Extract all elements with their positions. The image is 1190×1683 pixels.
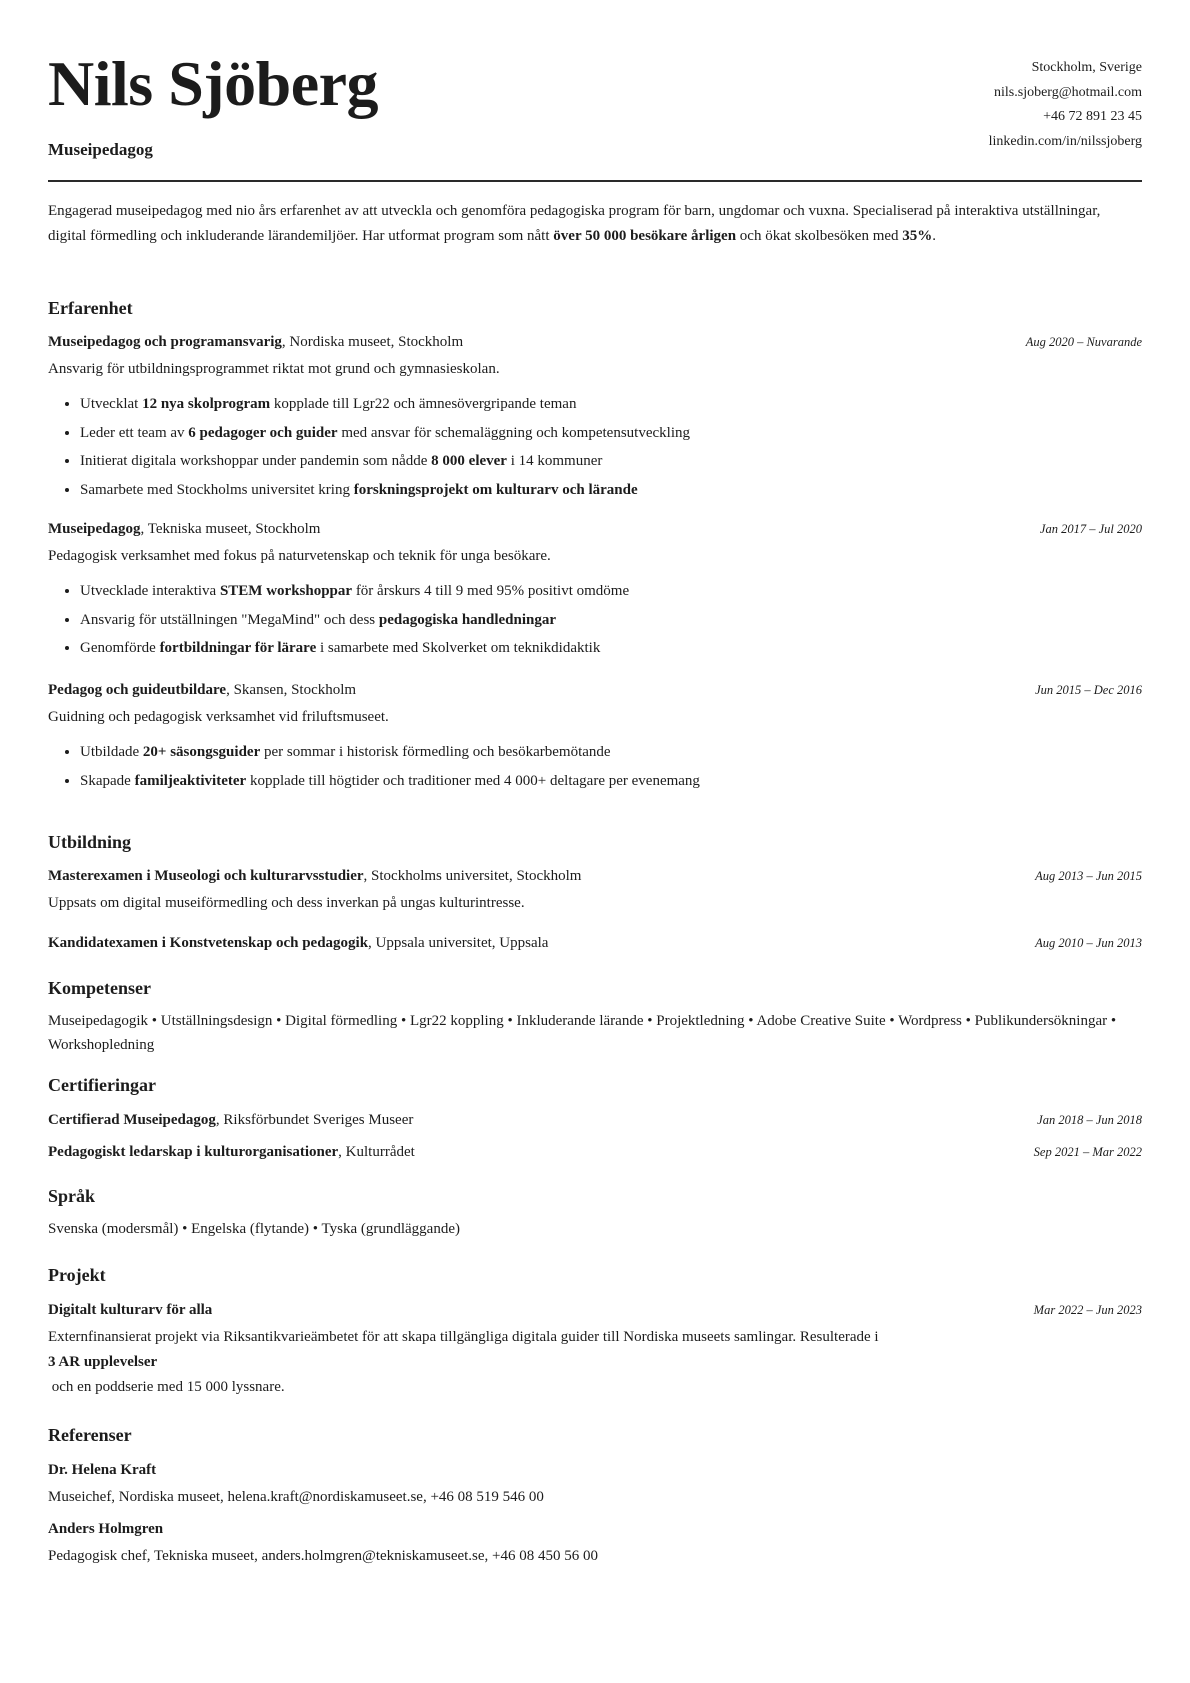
job-bullets xyxy=(48,577,1142,663)
job-header xyxy=(48,330,1142,355)
certification-name: Pedagogiskt ledarskap i kulturorganisationer xyxy=(48,1144,339,1160)
certifications-section xyxy=(48,1075,1142,1096)
project-description-cont: och en poddserie med 15 000 lyssnare. xyxy=(48,1379,285,1395)
summary-text: och ökat skolbesöken med xyxy=(736,228,903,244)
bullet-item: • Initierat digitala workshoppar under pandemin som nådde 8 000 elever i 14 kommuner xyxy=(80,447,1142,476)
reference-name: Dr. Helena Kraft xyxy=(48,1462,157,1478)
job-description: Ansvarig för utbildningsprogrammet riktat mot grund och gymnasieskolan. xyxy=(48,361,500,377)
certification-date: Jan 2018 – Jun 2018 xyxy=(1037,1113,1142,1127)
job-org: , Nordiska museet, Stockholm xyxy=(281,334,464,350)
certification-issuer: , Kulturrådet xyxy=(338,1144,415,1160)
summary-highlight: 35% xyxy=(902,228,933,244)
section-title-education: Utbildning xyxy=(48,832,132,852)
experience-section xyxy=(48,298,1142,319)
bullet-item: • Utbildade 20+ säsongsguider per sommar i historisk förmedling och besökarbemötande xyxy=(80,738,1142,767)
certification-entry xyxy=(48,1108,1142,1133)
skills-section xyxy=(48,978,1142,1057)
summary-text: . xyxy=(932,228,937,244)
bullet-item: • Utvecklade interaktiva STEM workshoppar för årskurs 4 till 9 med 95% positivt omdöme xyxy=(80,577,1142,606)
summary xyxy=(48,199,1142,249)
certification-date: Sep 2021 – Mar 2022 xyxy=(1033,1145,1142,1159)
education-entry xyxy=(48,864,1142,916)
languages-list: Svenska (modersmål) • Engelska (flytande) • Tyska (grundläggande) xyxy=(48,1221,460,1237)
bullet-item: • Genomförde fortbildningar för lärare i samarbete med Skolverket om teknikdidaktik xyxy=(80,634,1142,663)
bullet-item: • Ansvarig för utställningen "MegaMind" och dess pedagogiska handledningar xyxy=(80,606,1142,635)
bullet-item: • Skapade familjeaktiviteter kopplade till högtider och traditioner med 4 000+ deltagare per evenemang xyxy=(80,767,1142,796)
education-header xyxy=(48,864,1142,889)
reference-entry xyxy=(48,1517,1142,1569)
section-title-certifications: Certifieringar xyxy=(48,1075,156,1095)
job-entry xyxy=(48,517,1142,663)
summary-text: Engagerad museipedagog med nio års erfarenhet av att utveckla och genomföra pedagogiska program för barn, ungdomar och vuxna. Specialiserad på interaktiva utställningar, digital förmedling och inkluderande lärandemiljöer. Har utformat program som nått xyxy=(48,203,1101,244)
job-bullets xyxy=(48,390,1142,504)
skills-list: Museipedagogik • Utställningsdesign • Digital förmedling • Lgr22 koppling • Inkluderande lärande • Projektledning • Adobe Creative Suite • Wordpress • Publikundersökningar • Workshopledning xyxy=(48,1013,1117,1053)
job-date: Aug 2020 – Nuvarande xyxy=(1025,335,1142,349)
section-title-skills: Kompetenser xyxy=(48,978,151,998)
references-section xyxy=(48,1425,1142,1446)
project-date: Mar 2022 – Jun 2023 xyxy=(1033,1303,1142,1317)
job-date: Jan 2017 – Jul 2020 xyxy=(1039,522,1142,536)
education-entry xyxy=(48,931,1142,956)
bullet-item: • Utvecklat 12 nya skolprogram kopplade till Lgr22 och ämnesövergripande teman xyxy=(80,390,1142,419)
job-org: , Skansen, Stockholm xyxy=(226,682,357,698)
project-header xyxy=(48,1298,1142,1323)
summary-highlight: över 50 000 besökare årligen xyxy=(553,228,737,244)
job-header xyxy=(48,678,1142,703)
job-entry xyxy=(48,330,1142,504)
job-header xyxy=(48,517,1142,542)
job-entry xyxy=(48,678,1142,795)
degree: Kandidatexamen i Konstvetenskap och pedagogik xyxy=(48,935,369,951)
project-description: Externfinansierat projekt via Riksantikvarieämbetet för att skapa tillgängliga digitala guider till Nordiska museets samlingar. Resulterade i xyxy=(48,1329,879,1345)
reference-name-row xyxy=(48,1458,1142,1483)
job-role: Pedagog och guideutbildare xyxy=(48,682,227,698)
job-bullets xyxy=(48,738,1142,795)
bullet-item: • Samarbete med Stockholms universitet kring forskningsprojekt om kulturarv och lärande xyxy=(80,476,1142,505)
reference-details: Museichef, Nordiska museet, helena.kraft@nordiskamuseet.se, +46 08 519 546 00 xyxy=(48,1489,544,1505)
section-title-experience: Erfarenhet xyxy=(48,298,133,318)
reference-name: Anders Holmgren xyxy=(48,1521,164,1537)
resume-header xyxy=(48,0,1142,182)
contact-phone: +46 72 891 23 45 xyxy=(1043,109,1142,124)
school: , Stockholms universitet, Stockholm xyxy=(363,868,582,884)
education-description: Uppsats om digital museiförmedling och dess inverkan på ungas kulturintresse. xyxy=(48,895,525,911)
section-title-references: Referenser xyxy=(48,1425,132,1445)
certification-issuer: , Riksförbundet Sveriges Museer xyxy=(215,1112,414,1128)
education-section xyxy=(48,832,1142,853)
languages-section xyxy=(48,1186,1142,1241)
job-description: Guidning och pedagogisk verksamhet vid friluftsmuseet. xyxy=(48,709,389,725)
certification-name: Certifierad Museipedagog xyxy=(48,1112,216,1128)
school: , Uppsala universitet, Uppsala xyxy=(368,935,549,951)
certification-header xyxy=(48,1140,1142,1165)
contact-email[interactable]: nils.sjoberg@hotmail.com xyxy=(994,84,1142,100)
job-role: Museipedagog och programansvarig xyxy=(48,334,282,350)
project-name: Digitalt kulturarv för alla xyxy=(48,1302,213,1318)
section-title-languages: Språk xyxy=(48,1186,96,1206)
job-org: , Tekniska museet, Stockholm xyxy=(140,521,321,537)
education-date: Aug 2010 – Jun 2013 xyxy=(1035,936,1142,950)
reference-entry xyxy=(48,1458,1142,1510)
project-highlight: 3 AR upplevelser xyxy=(48,1354,158,1370)
education-header xyxy=(48,931,1142,956)
reference-name-row xyxy=(48,1517,1142,1542)
job-description: Pedagogisk verksamhet med fokus på naturvetenskap och teknik för unga besökare. xyxy=(48,548,551,564)
contact-info xyxy=(989,56,1142,154)
contact-location: Stockholm, Sverige xyxy=(1031,60,1142,75)
certification-entry xyxy=(48,1140,1142,1165)
certification-header xyxy=(48,1108,1142,1133)
bullet-item: • Leder ett team av 6 pedagoger och guider med ansvar för schemaläggning och kompetensutveckling xyxy=(80,419,1142,448)
degree: Masterexamen i Museologi och kulturarvsstudier xyxy=(48,868,364,884)
candidate-name: Nils Sjöberg xyxy=(48,48,378,119)
contact-linkedin[interactable]: linkedin.com/in/nilssjoberg xyxy=(988,133,1142,149)
education-date: Aug 2013 – Jun 2015 xyxy=(1035,869,1142,883)
job-date: Jun 2015 – Dec 2016 xyxy=(1035,683,1142,697)
project-entry xyxy=(48,1298,1142,1400)
projects-section xyxy=(48,1265,1142,1286)
job-role: Museipedagog xyxy=(48,521,141,537)
job-title: Museipedagog xyxy=(48,140,153,159)
resume-page xyxy=(0,0,1190,249)
reference-details: Pedagogisk chef, Tekniska museet, anders.holmgren@tekniskamuseet.se, +46 08 450 56 00 xyxy=(48,1548,599,1564)
section-title-projects: Projekt xyxy=(48,1265,106,1285)
